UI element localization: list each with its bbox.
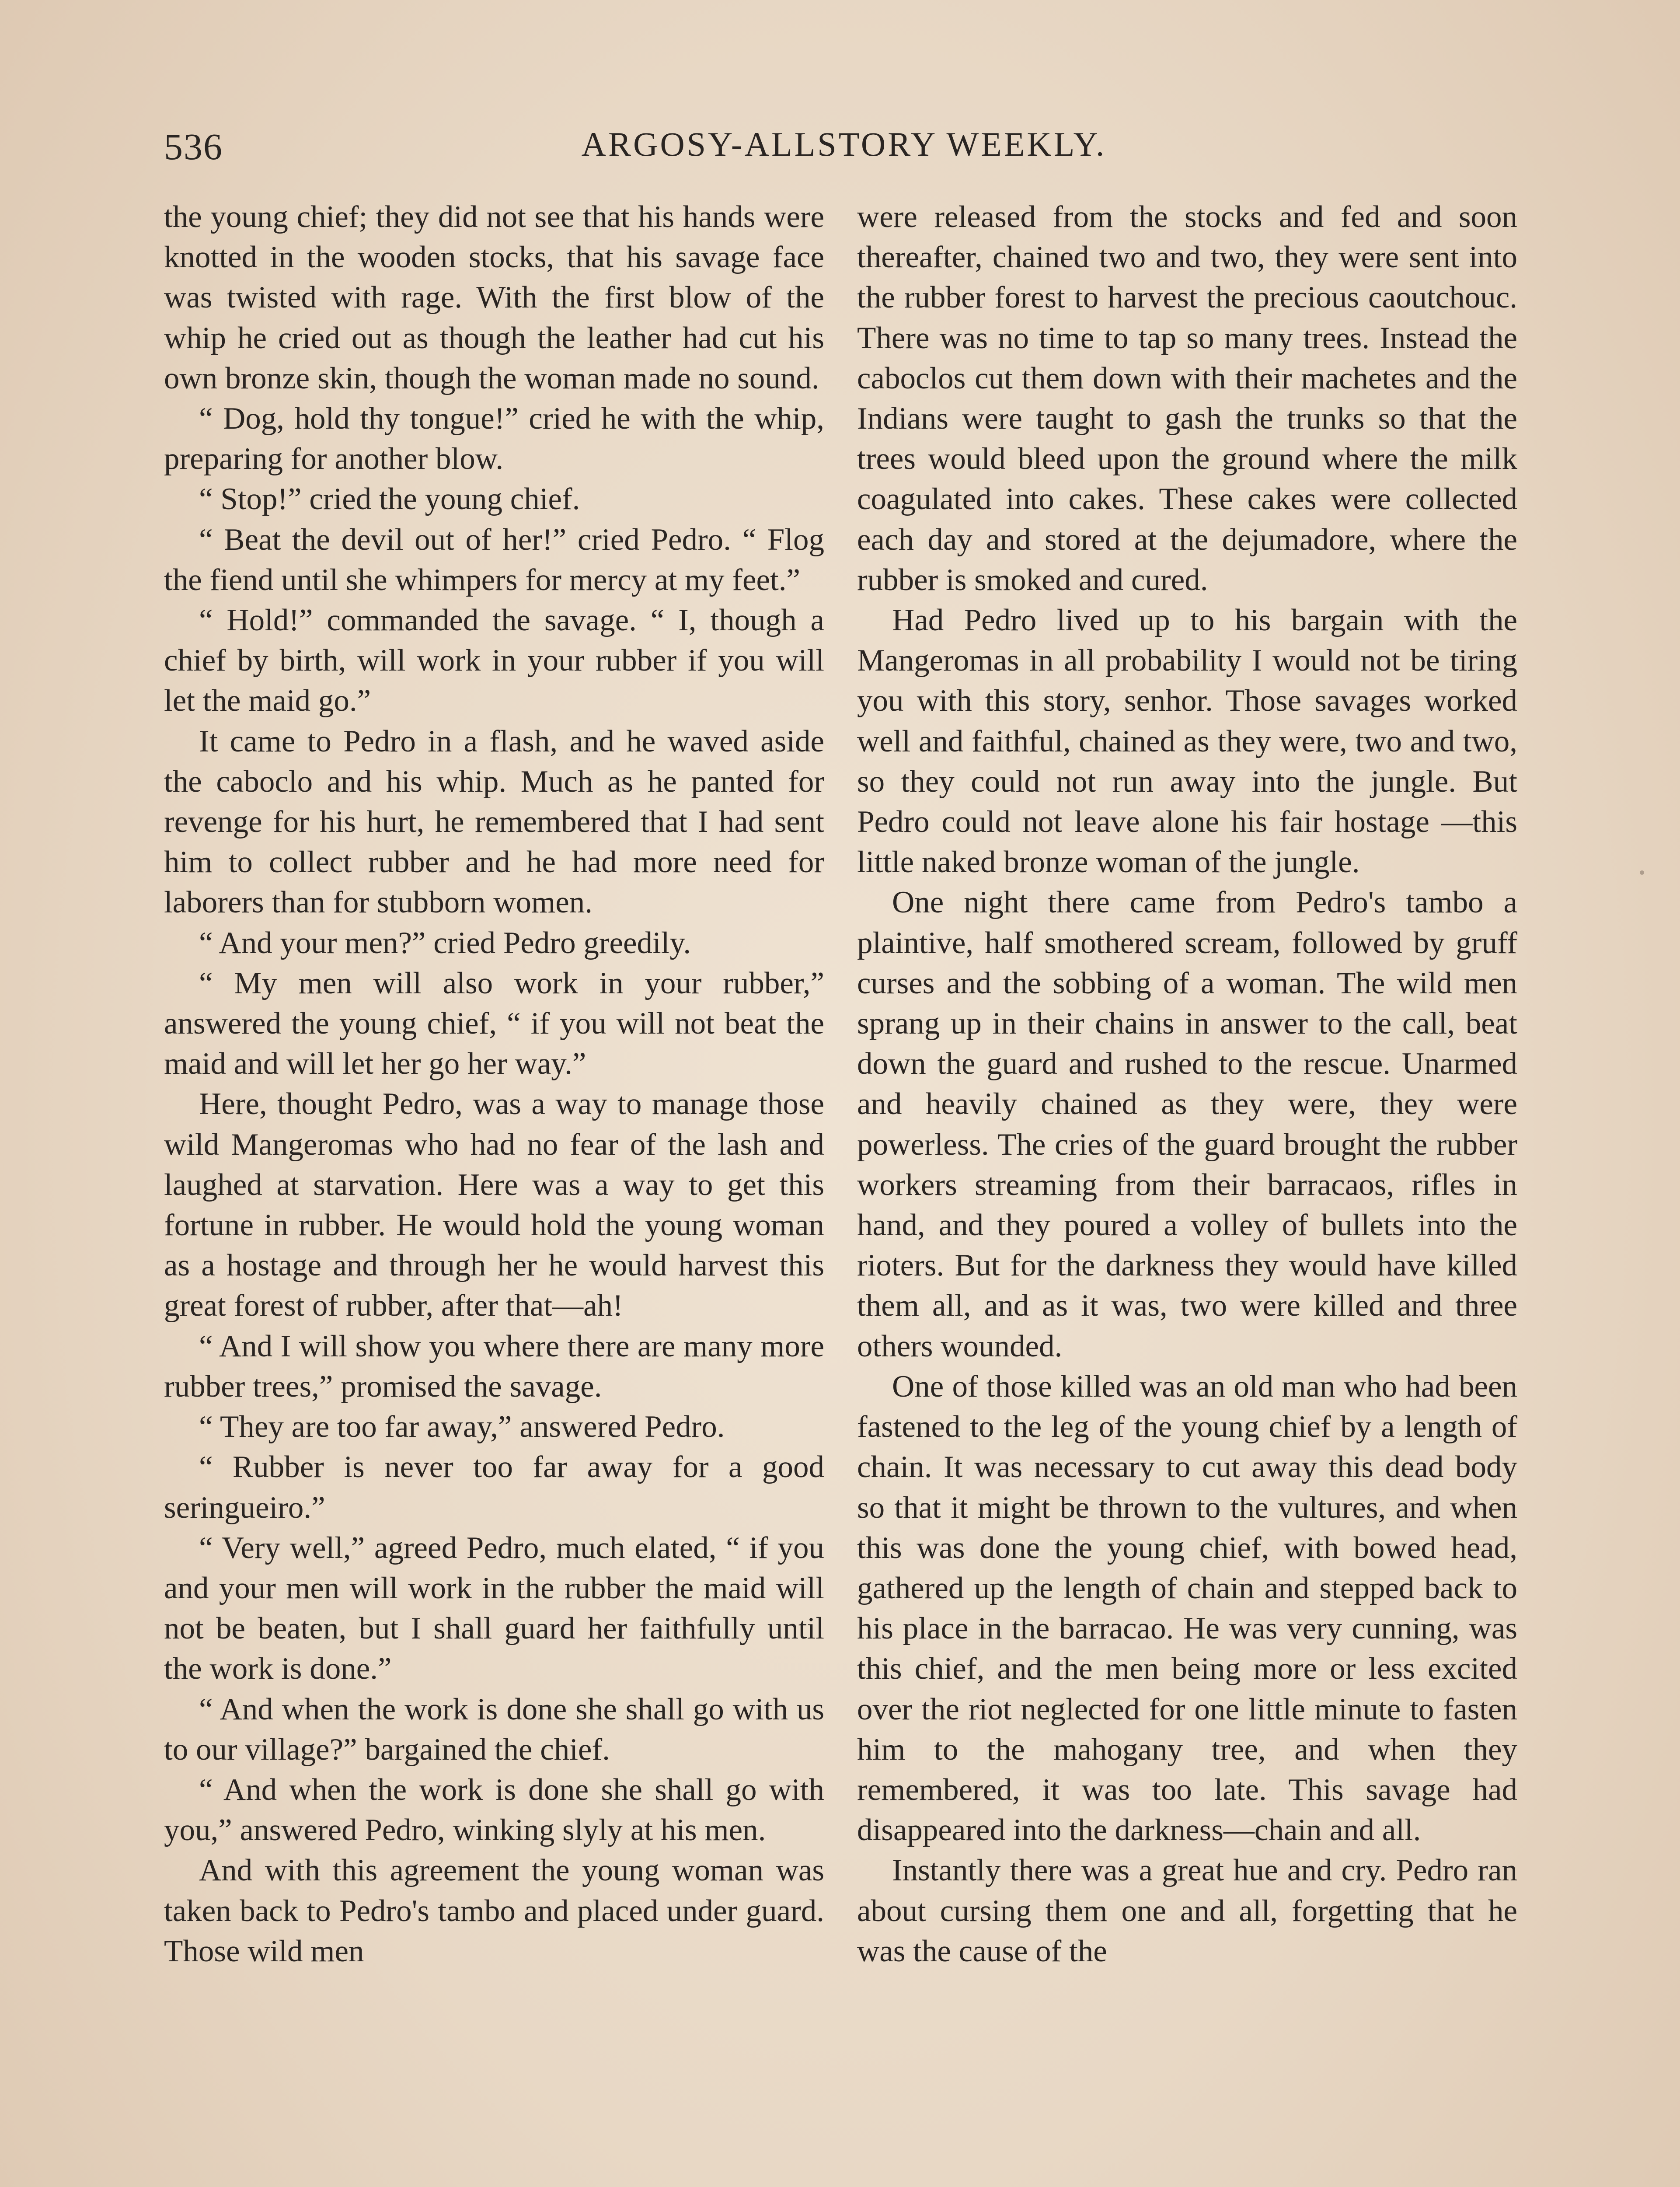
paragraph: Had Pedro lived up to his bargain with the Mangeromas in all probability I would not be tiring you with this story, senhor. Those savages worked well and faithful, chained as they were, two and two, so they could not run away into the jungle. But Pedro could not leave alone his fair hostage —this little naked bronze woman of the jungle. <box>857 603 1517 880</box>
paragraph: And with this agreement the young woman was taken back to Pedro's tambo and placed under guard. Those wild men <box>164 1853 824 1968</box>
paragraph: It came to Pedro in a flash, and he waved aside the caboclo and his whip. Much as he panted for revenge for his hurt, he remembered that I had sent him to collect rubber and he had more need for laborers than for stubborn women. <box>164 724 824 920</box>
paragraph: Instantly there was a great hue and cry. Pedro ran about cursing them one and all, forgetting that he was the cause of the <box>857 1853 1517 1968</box>
paragraph: “ Beat the devil out of her!” cried Pedro. “ Flog the fiend until she whimpers for mercy at my feet.” <box>164 522 824 597</box>
right-column <box>857 197 1517 1971</box>
paragraph: “ Rubber is never too far away for a good seringueiro.” <box>164 1450 824 1525</box>
paragraph: “ They are too far away,” answered Pedro. <box>199 1410 725 1444</box>
paragraph: “ And when the work is done she shall go with you,” answered Pedro, winking slyly at his men. <box>164 1772 824 1848</box>
page-number: 536 <box>164 126 223 168</box>
paper-speck <box>1640 870 1644 875</box>
paragraph: “ And when the work is done she shall go with us to our village?” bargained the chief. <box>164 1692 824 1767</box>
paragraph: “ Dog, hold thy tongue!” cried he with the whip, preparing for another blow. <box>164 402 824 476</box>
paragraph: “ And your men?” cried Pedro greedily. <box>199 926 691 960</box>
running-head: ARGOSY-ALLSTORY WEEKLY. <box>581 125 1107 163</box>
paragraph: the young chief; they did not see that his hands were knotted in the wooden stocks, that his savage face was twisted with rage. With the first blow of the whip he cried out as though the leather had cut his own bronze skin, though the woman made no sound. <box>164 200 824 395</box>
paragraph: were released from the stocks and fed and soon thereafter, chained two and two, they were sent into the rubber forest to harvest the precious caoutchouc. There was no time to tap so many trees. Instead the caboclos cut them down with their machetes and the Indians were taught to gash the trunks so that the trees would bleed upon the ground where the milk coagulated into cakes. These cakes were collected each day and stored at the dejumadore, where the rubber is smoked and cured. <box>857 200 1517 597</box>
paragraph: One night there came from Pedro's tambo a plaintive, half smothered scream, followed by gruff curses and the sobbing of a woman. The wild men sprang up in their chains in answer to the call, beat down the guard and rushed to the rescue. Unarmed and heavily chained as they were, they were powerless. The cries of the guard brought the rubber workers streaming from their barracaos, rifles in hand, and they poured a volley of bullets into the rioters. But for the darkness they would have killed them all, and as it was, two were killed and three others wounded. <box>857 885 1517 1363</box>
paragraph: “ Stop!” cried the young chief. <box>199 482 580 517</box>
page-header <box>164 125 1524 182</box>
paragraph: “ My men will also work in your rubber,” answered the young chief, “ if you will not beat the maid and will let her go her way.” <box>164 966 824 1081</box>
paragraph: “ And I will show you where there are many more rubber trees,” promised the savage. <box>164 1329 824 1404</box>
paragraph: One of those killed was an old man who had been fastened to the leg of the young chief by a length of chain. It was necessary to cut away this dead body so that it might be thrown to the vultures, and when this was done the young chief, with bowed head, gathered up the length of chain and stepped back to his place in the barracao. He was very cunning, was this chief, and the men being more or less excited over the riot neglected for one little minute to fasten him to the mahogany tree, and when they remembered, it was too late. This savage had disappeared into the darkness—chain and all. <box>857 1369 1517 1848</box>
paragraph: “ Hold!” commanded the savage. “ I, though a chief by birth, will work in your rubber if you will let the maid go.” <box>164 603 824 718</box>
paragraph: “ Very well,” agreed Pedro, much elated, “ if you and your men will work in the rubber the maid will not be beaten, but I shall guard her faithfully until the work is done.” <box>164 1530 824 1686</box>
paragraph: Here, thought Pedro, was a way to manage those wild Mangeromas who had no fear of the lash and laughed at starvation. Here was a way to get this fortune in rubber. He would hold the young woman as a hostage and through her he would harvest this great forest of rubber, after that—ah! <box>164 1087 824 1323</box>
left-column <box>164 197 824 1971</box>
